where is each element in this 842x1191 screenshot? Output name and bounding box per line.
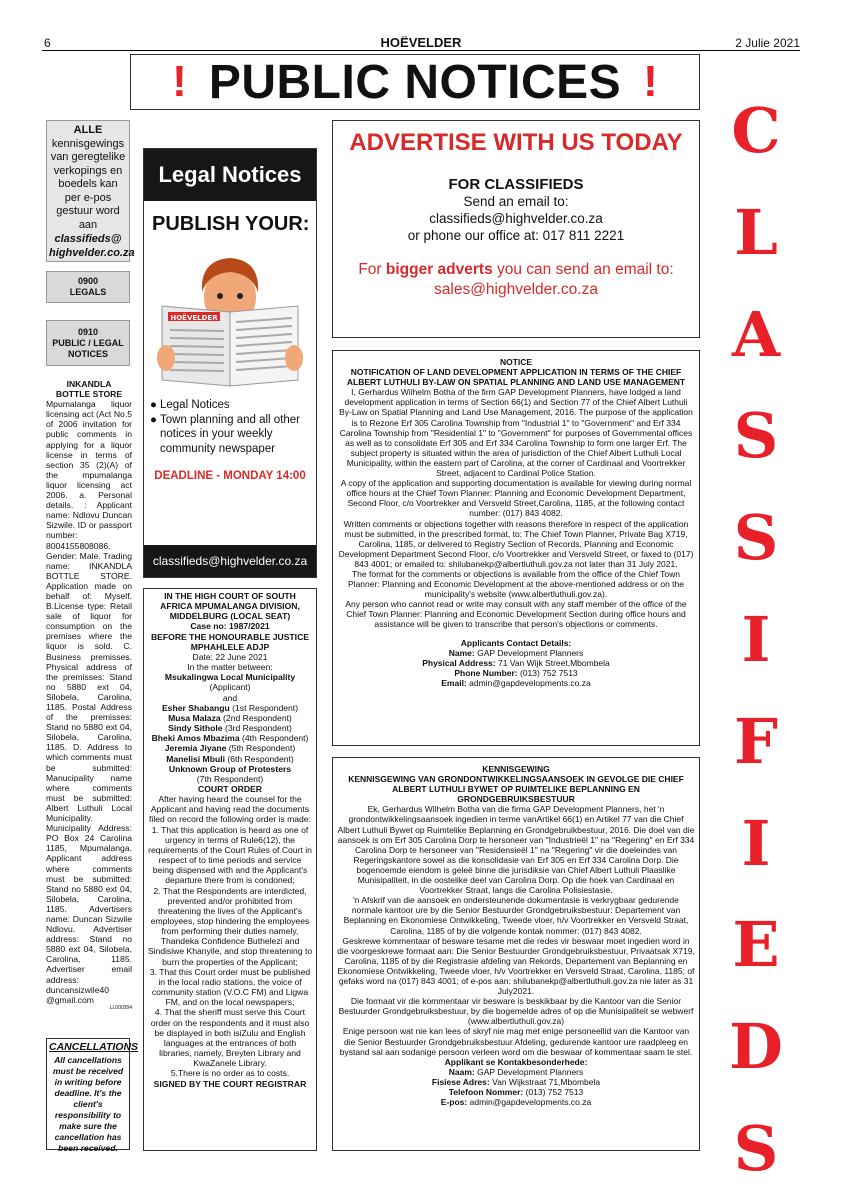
list-item: ● Town planning and all other notices in your weekly community newspaper [150, 413, 310, 457]
publish-your: PUBLISH YOUR: [152, 213, 310, 235]
contact-line: Physical Address: 71 Van Wijk Street,Mbombela [422, 657, 610, 668]
court-order-title: COURT ORDER [198, 783, 262, 794]
inkandla-title: INKANDLA BOTTLE STORE [55, 379, 123, 400]
contact-line: Naam: GAP Development Planners [448, 1066, 584, 1077]
contact-line: E-pos: admin@gapdevelopments.co.za [440, 1097, 592, 1108]
paragraph: 1. That this application is heard as one of urgency in terms of Rule6(12), the requirements of the Court Rules of Court in respect of to time periods and service being dispensed with and the Applicant's departure there from is condoned; [148, 824, 312, 886]
alle-email[interactable]: classifieds@ highvelder.co.za [49, 233, 135, 259]
exclamation-icon: ! [643, 57, 658, 106]
paragraph: I, Gerhardus Wilhelm Botha of the firm GAP Development Planners, have lodged a land development application in terms of Section 66(1) and Section 77 of the Chief Albert Luthuli By-Law on Spatial Planning and Land Use Management, 2016. The purpose of the application is to Rezone Erf 305 Carolina Township from "Industrial 1" to "Government" and Erf 334 Carolina Township from "Residential 1" to "Government" for purposes of Governmental offices as well as to consolidate Erf 305 and Erf 334 Carolina Township to form one larger Erf. The subject property is situated within the area of jurisdiction of the Chief Albert Luthuli Local Municipality, within the eastern part of Carolina, at the corner of Cardinaal and Voortrekker Street, adjacent to Cardinal Police Station. [339, 387, 693, 479]
public-notices-banner [130, 54, 700, 110]
respondent: Bheki Amos Mbazima (4th Respondent) [151, 733, 309, 744]
paragraph: 'n Afskrif van die aansoek en ondersteunende dokumentasie is verkrygbaar gedurende normale kantoor ure by die Senior Bestuurder Grondgebruiksbestuur: Departement van Beplanning en Ekonomiese Ontwikkeling, Tweede vloer, h/v Voortrekker en Versveld Straat, Carolina, 1185 of by die volgende kontak nommer: (017) 843 4082. [343, 895, 689, 936]
applicant-name: Msukalingwa Local Municipality [164, 672, 296, 683]
cancellations-body: All cancellations must be received in writing before deadline. It's the client's responsibility to make sure the cancellation has been received. [52, 1055, 124, 1153]
letter: I [741, 602, 771, 676]
paragraph: 5.There is no order as to costs. [170, 1068, 290, 1079]
court-and: and [222, 692, 238, 703]
legal-bullets [150, 398, 310, 456]
respondent: Sindy Sithole (3rd Respondent) [168, 723, 292, 734]
court-between: In the matter between: [187, 662, 273, 673]
letter: S [733, 501, 779, 575]
paragraph: After having heard the counsel for the Applicant and having read the documents filed on record the following order is made: [149, 794, 311, 825]
alle-box [46, 120, 135, 262]
letter: S [733, 399, 779, 473]
notice-title: NOTIFICATION OF LAND DEVELOPMENT APPLICATION IN TERMS OF THE CHIEF ALBERT LUTHULI BY-LAW ON SPATIAL PLANNING AND LAND USE MANAGEMENT [346, 367, 686, 388]
paragraph: Enige persoon wat nie kan lees of skryf nie mag met enige personeellid van die Kantoor van die Senior Bestuurder Grondgebruiksbestuur Afdeling, gedurende kantoor ure raadpleeg en bystand sal aan sodanige persoon verleen word om die beswaar of kommentaar saam te stel. [339, 1026, 693, 1057]
classifieds-email-link[interactable]: classifieds@highvelder.co.za [144, 545, 316, 577]
letter: L [734, 195, 778, 269]
notice-heading: NOTICE [499, 357, 533, 367]
court-title: IN THE HIGH COURT OF SOUTH AFRICA MPUMALANGA DIVISION, MIDDELBURG (LOCAL SEAT) [160, 591, 300, 622]
advertise-title: ADVERTISE WITH US TODAY [349, 129, 683, 156]
letter: A [731, 297, 781, 371]
header-rule [42, 50, 800, 51]
inkandla-ref: LL000284 [109, 1004, 132, 1011]
respondent: Musa Malaza (2nd Respondent) [168, 712, 292, 723]
letter: F [733, 704, 779, 778]
list-item: ● Legal Notices [150, 398, 310, 413]
letter: D [729, 1010, 783, 1084]
notice-title: KENNISGEWING VAN GRONDONTWIKKELINGSAANSOEK IN GEVOLGE DIE CHIEF ALBERT LUTHULI BYWET OP RUIMTELIKE BEPLANNING EN GRONDGEBRUIKSBESTUUR [348, 774, 684, 805]
contacts-title: Applicants Contact Details: [460, 637, 572, 648]
paragraph: Geskrewe kommentaar of besware tesame met die redes vir beswaar moet ingedien word in die voorgeskrewe formaat aan: Die Senior Bestuurder Grondgebruiksbestuur, Privaatsak X719, Carolina, 1185 of by die Registrasie afdeling van Rekords, Departement van Beplanning en Ekonomiese Ontwikkeling, Tweede vloer, h/v Voortrekker en Versveld Straat, Carolina, 1185; of gefaks word na (017) 843 4001; of e-pos aan: shilubanekp@albertluthuli.gov.za nie later as 31 July2021. [337, 935, 695, 997]
paragraph: 3. That this Court order must be published in the local radio stations, the voice of community station (V.O.C FM) and Ligwa FM, and on the local newspapers; [149, 966, 311, 1008]
mini-masthead: HOËVELDER [170, 314, 218, 322]
contact-line: Telefoon Nommer: (013) 752 7513 [448, 1087, 584, 1097]
for-classifieds: FOR CLASSIFIEDS [448, 176, 584, 193]
paragraph: The format for the comments or objections is available from the office of the Chief Town Planner: Planning and Economic Development at the above-mentioned address or on the municipality's website (www.albertluthuli.gov.za). [348, 568, 684, 600]
paragraph: Ek, Gerhardus Wilhelm Botha van die firma GAP Development Planners, het 'n grondontwikkelingsaansoek ingedien in terme vanArtikel 66(1) en Artikel 77 van die Chief Albert Luthuli Bywet op Ruimtelike Beplanning en Grondgebruikbestuur, 2016. Die doel van die aansoek is om Erf 305 Carolina Dorp te hersoneer van "Industrieël 1" na "Regering" en Erf 334 Carolina Dorp te hersoneer van "Residensieël 1" na "Regering" vir die doeleindes van Regeringskantore sowel as die konsolidasie van Erf 305 en Erf 334 Carolina Dorp. Die bogenoemde eiendom is geleë binne die jurisdiksie van Chief Albert Luthuli Plaaslike Munisipaliteit, in die oostelike deel van Carolina Dorp. Op die hoek van Cardinaal en Voortrekker Straat, langs die Carolina Polisiestasie. [337, 804, 695, 896]
classifieds-email[interactable]: classifieds@highvelder.co.za [429, 211, 603, 226]
sales-email[interactable]: sales@highvelder.co.za [434, 281, 598, 298]
paragraph: Die formaat vir die kommentaar vir besware is beskikbaar by die Kantoor van die Senior Bestuurder Grondgebruiksbestuur, by die bogemelde adres of op die Munisipaliteit se webwerf (www.albertluthuli.gov.za) [338, 996, 694, 1027]
send-email-text: Send an email to: [463, 194, 569, 209]
paragraph: Any person who cannot read or write may consult with any staff member of the office of the Chief Town Planner: Planning and Economic Development Section during office hours and assistance will be given to transcribe that person's objections or comments. [345, 599, 687, 630]
contact-line: Phone Number: (013) 752 7513 [454, 667, 578, 678]
letter: E [732, 908, 780, 982]
bigger-adverts-text: For bigger adverts you can send an email to: [358, 261, 674, 278]
alle-heading: ALLE [73, 124, 103, 136]
newspaper-reader-illustration [144, 240, 316, 390]
category-public-legal-notices: 0910 PUBLIC / LEGAL NOTICES [46, 320, 130, 366]
respondent: Manelisi Mbuli (6th Respondent) [166, 753, 294, 764]
legal-notices-ad [143, 148, 317, 578]
letter: C [731, 94, 781, 167]
paragraph: A copy of the application and supporting documentation is available for viewing during normal office hours at the Chief Town Planner: Planning and Economic Development Department, Second Floor, c/o Voortrekker and Versveld Street,Carolina, 1185, at the following contact number: (017) 843 4082. [340, 478, 692, 519]
page-number: 6 [44, 36, 51, 50]
court-order-notice [143, 588, 317, 1151]
court-before: BEFORE THE HONOURABLE JUSTICE MPHAHLELE ADJP [150, 631, 310, 652]
notice-heading: KENNISGEWING [482, 764, 550, 774]
advertise-box [332, 120, 700, 338]
classifieds-vertical-word [712, 94, 800, 1185]
banner-title: PUBLIC NOTICES [208, 55, 622, 109]
respondent: Jeremia Jiyane (5th Respondent) [164, 743, 296, 754]
case-number: Case no: 1987/2021 [190, 621, 270, 632]
respondent-role: (7th Respondent) [196, 773, 264, 784]
cancellations-box [46, 1038, 139, 1153]
contacts-title: Applikant se Kontakbesonderhede: [444, 1056, 588, 1067]
exclamation-icon: ! [172, 57, 187, 106]
contact-line: Email: admin@gapdevelopments.co.za [441, 677, 591, 688]
issue-date: 2 Julie 2021 [735, 36, 800, 50]
contact-line: Name: GAP Development Planners [448, 647, 584, 658]
legal-notices-title: Legal Notices [144, 149, 316, 201]
category-legals: 0900 LEGALS [46, 271, 130, 303]
paragraph: Written comments or objections together with reasons therefore in respect of the application must be submitted, in the prescribed format, to: The Chief Town Planner, Private Bag X719, Carolina, 1185, or delivered to Registry Section of Records, Planning and Economic Development Department Second Floor, c/o Voortrekker and Versveld Street, or faxed to (017) 843 4001; or emailed to: shilubanekp@albertluthuli.gov.za not later than 31 July 2021. [338, 518, 694, 569]
court-date: Date: 22 June 2021 [192, 651, 268, 662]
letter: S [733, 1111, 779, 1185]
paragraph: 4. That the sheriff must serve this Court order on the respondents and it must also be displayed in both isiZulu and English languages at the entrances of both libraries, namely, Breyten Library and KwaZanele Library. [150, 1007, 310, 1069]
contact-line: Fisiese Adres: Van Wijkstraat 71,Mbombela [431, 1076, 601, 1087]
deadline: DEADLINE - MONDAY 14:00 [154, 470, 306, 482]
phone-text: or phone our office at: 017 811 2221 [407, 228, 625, 243]
land-development-notice-en [332, 350, 700, 746]
inkandla-body: Mpumalanga liquor licensing act (Act No.5 of 2006 invitation for public comments in applying for a liquor license in terms of section 35 (2)(A) of the mpumalanga liquor licensing act 2006. a. Personal details. : Applicant name: Ndlovu Duncan Sizwile. ID or passport number: 8004155808086. Gender: Male. Trading name: INKANDLA BOTTLE STORE. Application made on behalf of: Myself. B.License type: Retail sale of liquor for consumption on the premises where the liquor is sold. C. Business premisses. Physical address of the premisses: Stand no 5880 ext 04, Silobela, Carolina, 1185. Postal Address of the premisses: Stand no 5880 ext 04, Silobela, Carolina, 1185. D. Address to which comments must be submitted: Manucipality name where comments must be submitted: Albert Luthuli Local Municipality. Municipality Address: PO Box 24 Carolina 1185, Mpumalanga. Applicant address where comments must be submitted: Stand no 5880 ext 04, Silobela, Carolina, 1185. Advertisers name: Duncan Sizwile Ndlovu. Advertiser address: Stand no 5880 ext 04, Silobela, Carolina, 1185. Advertiser email address: duncansizwile40 @gmail.com [46, 399, 132, 1005]
respondent: Unknown Group of Protesters [168, 763, 292, 774]
letter: I [741, 806, 771, 880]
alle-body: kennisgewings van geregtelike verkopings en boedels kan per e-pos gestuur word aan [50, 137, 126, 231]
court-signed: SIGNED BY THE COURT REGISTRAR [153, 1078, 307, 1089]
paper-name: HOËVELDER [380, 35, 462, 50]
inkandla-notice [46, 379, 132, 1011]
applicant-role: (Applicant) [209, 682, 251, 693]
respondent: Esher Shabangu (1st Respondent) [161, 702, 299, 713]
land-development-notice-af [332, 757, 700, 1151]
paragraph: 2. That the Respondents are interdicted, prevented and/or prohibited from threatening the lives of the Applicant's employees, stop hindering the employees from performing their duties namely, Thandeka Confidence Buthelezi and Sindisiwe Khanyile, and stop threatening to burn the properties of the Applicant; [147, 885, 313, 967]
cancellations-title: CANCELLATIONS [49, 1041, 139, 1053]
